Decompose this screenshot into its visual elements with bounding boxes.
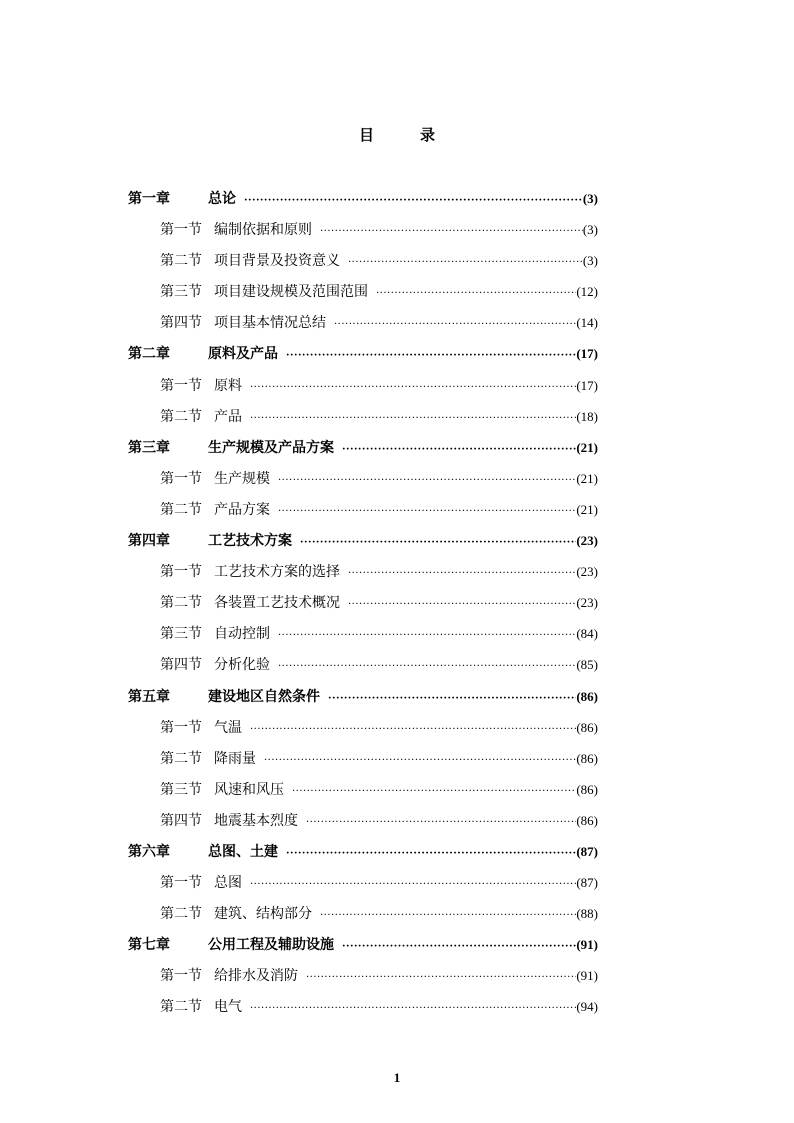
dot-leader: [250, 993, 576, 1024]
section-number: 第二节: [160, 408, 202, 425]
dot-leader: [348, 247, 583, 278]
section-title: 工艺技术方案的选择: [214, 564, 340, 581]
chapter-number: 第四章: [128, 533, 170, 550]
section-title: 产品: [214, 408, 242, 425]
dot-leader: [250, 869, 576, 900]
chapter-number: 第六章: [128, 843, 170, 860]
section-number: 第一节: [160, 222, 202, 239]
section-title: 地震基本烈度: [214, 812, 298, 829]
toc-section-entry[interactable]: [128, 307, 598, 338]
toc-chapter-entry[interactable]: [128, 525, 598, 556]
page-reference: (3): [582, 253, 598, 269]
toc-chapter-entry[interactable]: [128, 836, 598, 867]
chapter-number: 第一章: [128, 191, 170, 207]
section-number: 第四节: [160, 812, 202, 829]
dot-leader: [342, 434, 576, 465]
page-reference: (14): [576, 315, 598, 331]
page-reference: (21): [576, 439, 598, 455]
section-title: 给排水及消防: [214, 968, 298, 985]
chapter-number: 第七章: [128, 937, 170, 954]
toc-section-entry[interactable]: [128, 245, 598, 276]
dot-leader: [250, 403, 576, 434]
dot-leader: [334, 309, 576, 340]
dot-leader: [250, 372, 576, 403]
section-title: 建筑、结构部分: [214, 906, 312, 923]
page-reference: (21): [576, 470, 598, 486]
page-reference: (91): [576, 937, 598, 953]
toc-section-entry[interactable]: [128, 743, 598, 774]
page-number: 1: [393, 1070, 401, 1085]
page-title: 目录: [358, 126, 481, 144]
page-reference: (3): [582, 191, 598, 206]
section-title: 电气: [214, 999, 242, 1016]
section-number: 第三节: [160, 626, 202, 643]
section-number: 第二节: [160, 253, 202, 270]
page-reference: (17): [576, 346, 598, 362]
page-reference: (17): [576, 377, 598, 393]
section-number: 第二节: [160, 501, 202, 518]
toc-section-entry[interactable]: [128, 649, 598, 680]
page-reference: (86): [576, 812, 598, 828]
section-title: 原料: [214, 377, 242, 394]
page-reference: (23): [576, 533, 598, 549]
toc-section-entry[interactable]: [128, 587, 598, 618]
dot-leader: [250, 714, 576, 745]
section-title: 自动控制: [214, 626, 270, 643]
section-title: 各装置工艺技术概况: [214, 595, 340, 612]
chapter-number: 第三章: [128, 439, 170, 456]
page-reference: (12): [576, 284, 598, 300]
toc-chapter-entry[interactable]: [128, 929, 598, 960]
page-reference: (18): [576, 408, 598, 424]
dot-leader: [286, 340, 576, 371]
chapter-title: 公用工程及辅助设施: [208, 937, 334, 954]
toc-section-entry[interactable]: [128, 556, 598, 587]
section-number: 第一节: [160, 470, 202, 487]
section-title: 编制依据和原则: [214, 222, 312, 239]
toc-section-entry[interactable]: [128, 401, 598, 432]
dot-leader: [320, 216, 583, 247]
chapter-title: 总论: [208, 191, 236, 207]
toc-section-entry[interactable]: [128, 991, 598, 1022]
chapter-title: 原料及产品: [208, 346, 278, 363]
section-title: 项目背景及投资意义: [214, 253, 340, 270]
page-reference: (86): [576, 719, 598, 735]
page-reference: (21): [576, 501, 598, 517]
dot-leader: [348, 589, 576, 620]
dot-leader: [278, 651, 576, 682]
toc-section-entry[interactable]: [128, 712, 598, 743]
page-reference: (85): [576, 657, 598, 673]
toc-chapter-entry[interactable]: [128, 432, 598, 463]
page-reference: (91): [576, 968, 598, 984]
section-number: 第四节: [160, 315, 202, 332]
chapter-title: 工艺技术方案: [208, 533, 292, 550]
page-reference: (23): [576, 595, 598, 611]
toc-section-entry[interactable]: [128, 867, 598, 898]
section-number: 第二节: [160, 999, 202, 1016]
section-number: 第三节: [160, 781, 202, 798]
section-number: 第二节: [160, 750, 202, 767]
dot-leader: [300, 527, 576, 558]
section-title: 项目基本情况总结: [214, 315, 326, 332]
toc-chapter-entry[interactable]: [128, 681, 598, 712]
page-reference: (3): [582, 222, 598, 238]
toc-section-entry[interactable]: [128, 774, 598, 805]
dot-leader: [278, 620, 576, 651]
page-reference: (94): [576, 999, 598, 1015]
section-number: 第四节: [160, 657, 202, 674]
toc-section-entry[interactable]: [128, 494, 598, 525]
dot-leader: [320, 900, 576, 931]
section-number: 第二节: [160, 906, 202, 923]
toc-section-entry[interactable]: [128, 618, 598, 649]
dot-leader: [306, 962, 576, 993]
page-reference: (86): [576, 688, 598, 704]
dot-leader: [306, 807, 576, 838]
dot-leader: [244, 185, 583, 216]
page-reference: (87): [576, 843, 598, 859]
toc-section-entry[interactable]: [128, 805, 598, 836]
dot-leader: [278, 465, 576, 496]
dot-leader: [278, 496, 576, 527]
toc-chapter-entry[interactable]: [128, 183, 598, 214]
section-title: 生产规模: [214, 470, 270, 487]
chapter-number: 第五章: [128, 688, 170, 705]
chapter-number: 第二章: [128, 346, 170, 363]
dot-leader: [376, 278, 576, 309]
section-title: 风速和风压: [214, 781, 284, 798]
page-reference: (87): [576, 875, 598, 891]
section-number: 第一节: [160, 377, 202, 394]
toc-section-entry[interactable]: [128, 276, 598, 307]
section-number: 第一节: [160, 719, 202, 736]
chapter-title: 建设地区自然条件: [208, 688, 320, 705]
dot-leader: [264, 745, 576, 776]
page-reference: (86): [576, 750, 598, 766]
chapter-title: 生产规模及产品方案: [208, 439, 334, 456]
section-number: 第二节: [160, 595, 202, 612]
toc-chapter-entry[interactable]: [128, 338, 598, 369]
dot-leader: [342, 931, 576, 962]
section-title: 产品方案: [214, 501, 270, 518]
dot-leader: [292, 776, 576, 807]
section-number: 第一节: [160, 875, 202, 892]
section-number: 第一节: [160, 564, 202, 581]
section-title: 气温: [214, 719, 242, 736]
section-title: 分析化验: [214, 657, 270, 674]
toc-section-entry[interactable]: [128, 214, 598, 245]
section-title: 总图: [214, 875, 242, 892]
dot-leader: [286, 838, 576, 869]
toc-section-entry[interactable]: [128, 463, 598, 494]
toc-section-entry[interactable]: [128, 898, 598, 929]
section-number: 第一节: [160, 968, 202, 985]
page-reference: (86): [576, 781, 598, 797]
page-reference: (88): [576, 906, 598, 922]
page-reference: (23): [576, 564, 598, 580]
toc-section-entry[interactable]: [128, 370, 598, 401]
section-title: 项目建设规模及范围范围: [214, 284, 368, 301]
page-reference: (84): [576, 626, 598, 642]
table-of-contents: [128, 183, 598, 1023]
toc-section-entry[interactable]: [128, 960, 598, 991]
chapter-title: 总图、土建: [208, 843, 278, 860]
section-title: 降雨量: [214, 750, 256, 767]
dot-leader: [348, 558, 576, 589]
section-number: 第三节: [160, 284, 202, 301]
dot-leader: [328, 683, 576, 714]
